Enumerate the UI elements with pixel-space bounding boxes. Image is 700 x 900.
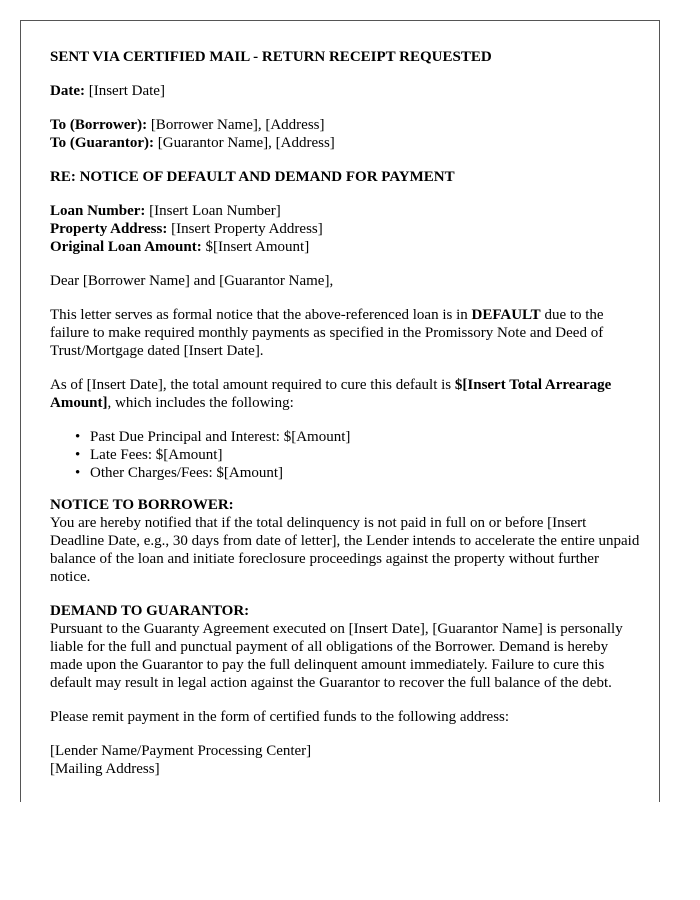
remittance-address	[50, 742, 640, 778]
date-line	[50, 82, 640, 100]
mail-notice-text: SENT VIA CERTIFIED MAIL - RETURN RECEIPT REQUESTED	[50, 49, 492, 65]
original-amount-label: Original Loan Amount:	[50, 239, 202, 255]
borrower-notice-heading: NOTICE TO BORROWER:	[50, 497, 234, 513]
date-label: Date:	[50, 83, 85, 99]
arrearage-paragraph	[50, 376, 640, 412]
date-value: [Insert Date]	[88, 83, 165, 99]
bullet-icon: •	[75, 465, 81, 481]
charges-list	[50, 428, 640, 482]
property-address-value: [Insert Property Address]	[171, 221, 323, 237]
list-item	[75, 446, 640, 464]
recipients	[50, 116, 640, 152]
letter-page	[20, 20, 660, 802]
property-address-label: Property Address:	[50, 221, 168, 237]
property-address-line	[50, 220, 640, 238]
borrower-value: [Borrower Name], [Address]	[150, 117, 325, 133]
charge-text: Late Fees: $[Amount]	[90, 447, 223, 463]
recipient-guarantor	[50, 134, 640, 152]
loan-number-value: [Insert Loan Number]	[149, 203, 281, 219]
letter-body	[50, 48, 640, 778]
list-item	[75, 428, 640, 446]
mailing-address: [Mailing Address]	[50, 761, 160, 777]
loan-number-line	[50, 202, 640, 220]
intro-before: This letter serves as formal notice that the above-referenced loan is in	[50, 307, 472, 323]
bullet-icon: •	[75, 447, 81, 463]
lender-name: [Lender Name/Payment Processing Center]	[50, 743, 312, 759]
borrower-label: To (Borrower):	[50, 117, 148, 133]
mail-notice	[50, 48, 640, 66]
loan-number-label: Loan Number:	[50, 203, 146, 219]
remittance-instruction: Please remit payment in the form of certified funds to the following address:	[50, 709, 510, 725]
recipient-borrower	[50, 116, 640, 134]
arrearage-before: As of [Insert Date], the total amount required to cure this default is	[50, 377, 455, 393]
original-amount-line	[50, 238, 640, 256]
subject-text: RE: NOTICE OF DEFAULT AND DEMAND FOR PAYMENT	[50, 169, 455, 185]
charge-text: Past Due Principal and Interest: $[Amount]	[90, 429, 351, 445]
intro-after: due to the failure to make required monthly payments as specified in the Promissory Note and Deed of Trust/Mortgage dated [Insert Date].	[50, 307, 604, 359]
original-amount-value: $[Insert Amount]	[205, 239, 310, 255]
loan-details	[50, 202, 640, 256]
intro-paragraph	[50, 306, 640, 360]
borrower-notice-body: You are hereby notified that if the total delinquency is not paid in full on or before [Insert Deadline Date, e.g., 30 days from date of letter], the Lender intends to accelerate the entire unpaid balance of the loan and initiate foreclosure proceedings against the property without further notice.	[50, 515, 640, 585]
default-emphasis: DEFAULT	[471, 307, 541, 323]
subject-line	[50, 168, 640, 186]
guarantor-value: [Guarantor Name], [Address]	[157, 135, 335, 151]
guarantor-label: To (Guarantor):	[50, 135, 155, 151]
arrearage-after: , which includes the following:	[107, 395, 294, 411]
arrearage-amount: $[Insert Total Arrearage Amount]	[50, 377, 612, 411]
guarantor-demand-heading: DEMAND TO GUARANTOR:	[50, 603, 250, 619]
list-item	[75, 464, 640, 482]
charge-text: Other Charges/Fees: $[Amount]	[90, 465, 284, 481]
bullet-icon: •	[75, 429, 81, 445]
salutation: Dear [Borrower Name] and [Guarantor Name],	[50, 273, 334, 289]
guarantor-demand-body: Pursuant to the Guaranty Agreement executed on [Insert Date], [Guarantor Name] is personally liable for the full and punctual payment of all obligations of the Borrower. Demand is hereby made upon the Guarantor to pay the full delinquent amount immediately. Failure to cure this default may result in legal action against the Guarantor to recover the full balance of the debt.	[50, 621, 623, 691]
